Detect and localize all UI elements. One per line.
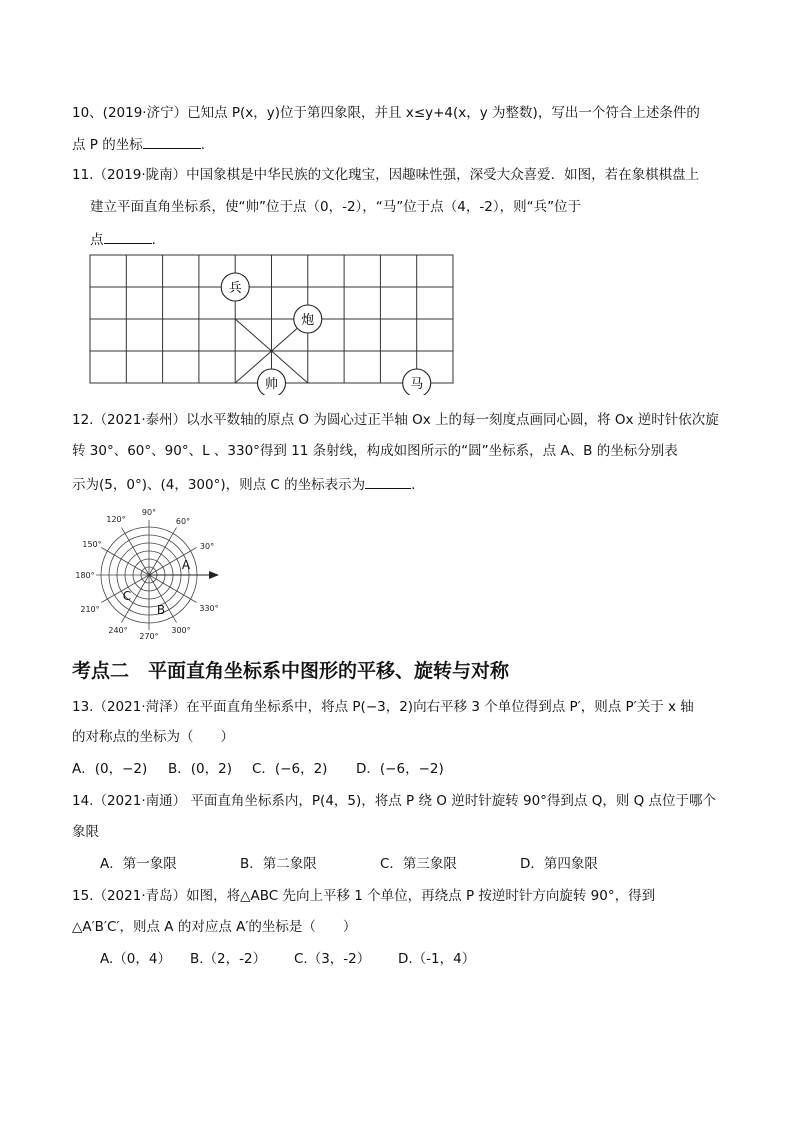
q11-answer-blank [104,229,152,244]
point-a-label: A [181,558,191,572]
angle-label-210: 210° [80,605,100,614]
polar-points [123,558,191,617]
q13-line2: 的对称点的坐标为（ ） [72,729,234,745]
q13-line1: 13.（2021·菏泽）在平面直角坐标系中，将点 P(−3，2)向右平移 3 个单位得到点 P′，则点 P′关于 x 轴 [72,699,694,715]
q10-end: . [200,137,206,153]
chessboard-grid [90,255,453,383]
angle-label-300: 300° [171,626,191,635]
q10-line2-text: 点 P 的坐标 [72,137,143,153]
q14-option-b: B．第二象限 [240,856,317,872]
polar-axis [149,571,219,579]
q15-line2: △A′B′C′，则点 A 的对应点 A′的坐标是（ ） [72,919,357,935]
axis-arrow-icon [209,571,219,579]
q12-answer-blank [365,474,411,489]
q10-line2 [72,134,205,154]
q15-option-c: C.（3，-2） [294,951,371,967]
q11-end: . [151,232,156,248]
q12-line3 [72,474,415,494]
q12-end: . [411,477,416,493]
q11-line2: 建立平面直角坐标系，使“帅”位于点（0，-2），“马”位于点（4，-2），则“兵”位于 [90,199,582,215]
piece-shuai-label: 帅 [264,377,279,392]
q11-line1: 11.（2019·陇南）中国象棋是中华民族的文化瑰宝，因趣味性强，深受大众喜爱．如图，若在象棋棋盘上 [72,167,700,183]
piece-pao-label: 炮 [301,313,315,328]
q14-option-c: C．第三象限 [380,856,457,872]
q15-option-a: A.（0，4） [100,951,171,967]
point-b-label: B [156,603,166,617]
angle-label-240: 240° [108,626,128,635]
point-c-label: C [122,589,132,603]
piece-bing [221,273,249,301]
q14-line1: 14.（2021·南通） 平面直角坐标系内，P(4，5)，将点 P 绕 O 逆时针旋转 90°得到点 Q，则 Q 点位于哪个 [72,793,717,809]
piece-ma-label: 马 [410,377,424,392]
q12-line3-text: 示为(5，0°)、(4，300°)，则点 C 的坐标表示为 [72,477,366,493]
angle-label-30: 30° [199,542,215,551]
piece-pao [294,305,322,333]
q13-option-c: C．(−6，2) [252,761,328,777]
q15-option-b: B.（2，-2） [190,951,267,967]
piece-bing-label: 兵 [228,281,242,296]
q15-line1: 15.（2021·青岛）如图，将△ABC 先向上平移 1 个单位，再绕点 P 按逆时针方向旋转 90°，得到 [72,888,656,904]
q14-option-a: A．第一象限 [100,856,177,872]
q12-line1: 12.（2021·泰州）以水平数轴的原点 O 为圆心过正半轴 Ox 上的每一刻度点画同心圆，将 Ox 逆时针依次旋 [72,412,719,428]
chessboard-figure [80,245,470,395]
q11-line3-text: 点 [90,232,104,248]
q10-answer-blank [143,134,201,149]
angle-label-330: 330° [199,604,219,613]
angle-label-180: 180° [75,571,95,580]
q13-option-a: A．(0，−2) [72,761,148,777]
q12-line2: 转 30°、60°、90°、L 、330°得到 11 条射线，构成如图所示的“圆”坐标系，点 A、B 的坐标分别表 [72,443,678,459]
q13-option-d: D．(−6，−2) [356,761,444,777]
angle-label-120: 120° [106,515,126,524]
section-heading: 考点二 平面直角坐标系中图形的平移、旋转与对称 [72,660,510,682]
q14-line2: 象限 [72,824,99,840]
angle-label-60: 60° [175,517,191,526]
piece-shuai [258,369,286,395]
piece-ma [403,369,431,395]
angle-label-270: 270° [139,632,159,641]
polar-figure [68,500,238,645]
q13-option-b: B．(0，2) [168,761,232,777]
angle-label-90: 90° [141,508,157,517]
q15-option-d: D.（-1，4） [398,951,476,967]
angle-label-150: 150° [82,540,102,549]
q14-option-d: D．第四象限 [520,856,598,872]
q10-line1: 10、(2019·济宁）已知点 P(x，y)位于第四象限，并且 x≤y+4(x，y 为整数)，写出一个符合上述条件的 [72,105,700,121]
